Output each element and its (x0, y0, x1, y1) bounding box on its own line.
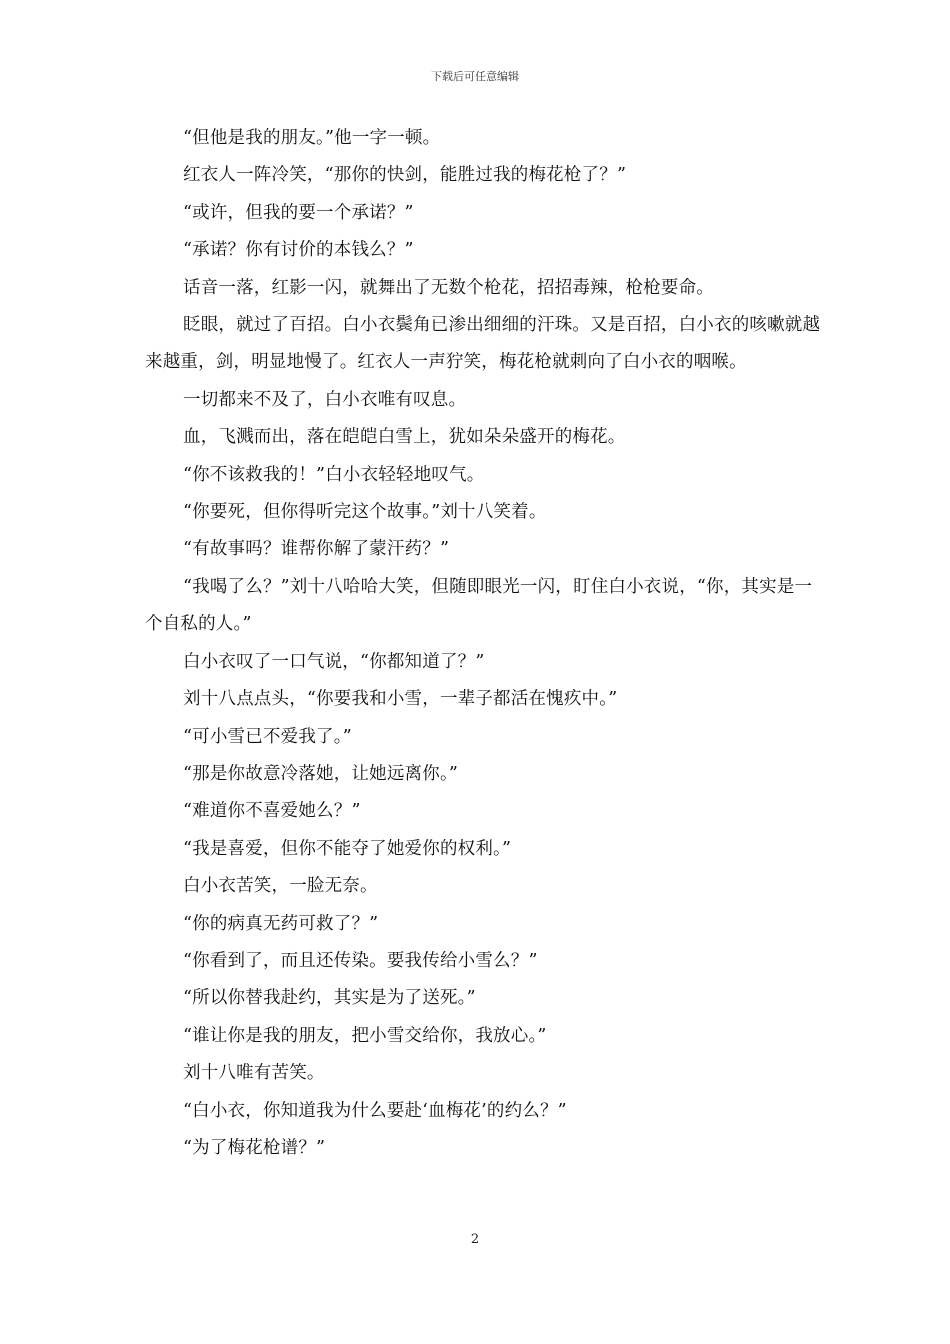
paragraph: “那是你故意冷落她，让她远离你。” (183, 763, 459, 784)
paragraph: 眨眼，就过了百招。白小衣鬓角已渗出细细的汗珠。又是百招，白小衣的咳嗽就越来越重，剑，明显地慢了。红衣人一声狞笑，梅花枪就刺向了白小衣的咽喉。 (145, 315, 821, 373)
body-text (145, 120, 825, 1167)
paragraph: “所以你替我赴约，其实是为了送死。” (183, 988, 476, 1009)
paragraph: “但他是我的朋友。”他一字一顿。 (183, 128, 441, 148)
paragraph: “我是喜爱，但你不能夺了她爱你的权利。” (183, 838, 512, 859)
paragraph: “为了梅花枪谱？” (183, 1137, 326, 1158)
paragraph: “难道你不喜爱她么？” (183, 801, 361, 822)
paragraph: 红衣人一阵冷笑，“那你的快剑，能胜过我的梅花枪了？” (183, 165, 627, 186)
paragraph: 白小衣苦笑，一脸无奈。 (183, 876, 378, 897)
paragraph: “或许，但我的要一个承诺？” (183, 202, 414, 223)
paragraph: “可小雪已不爱我了。” (183, 726, 352, 747)
paragraph: 刘十八唯有苦笑。 (183, 1063, 325, 1084)
paragraph: 白小衣叹了一口气说，“你都知道了？” (183, 651, 485, 672)
paragraph: 话音一落，红影一闪，就舞出了无数个枪花，招招毒辣，枪枪要命。 (183, 277, 714, 298)
paragraph: “白小衣，你知道我为什么要赴‘血梅花’的约么？” (183, 1100, 567, 1121)
paragraph: 刘十八点点头，“你要我和小雪，一辈子都活在愧疚中。” (183, 689, 618, 710)
page-header: 下载后可任意编辑 (431, 70, 519, 83)
paragraph: “你的病真无药可救了？” (183, 913, 379, 934)
paragraph: “你不该救我的！”白小衣轻轻地叹气。 (183, 464, 485, 485)
paragraph: “有故事吗？谁帮你解了蒙汗药？” (183, 539, 450, 560)
paragraph: “承诺？你有讨价的本钱么？” (183, 240, 414, 261)
paragraph: 一切都来不及了，白小衣唯有叹息。 (183, 389, 467, 410)
paragraph: “你看到了，而且还传染。要我传给小雪么？” (183, 950, 538, 971)
paragraph: “谁让你是我的朋友，把小雪交给你，我放心。” (183, 1025, 547, 1046)
paragraph: “你要死，但你得听完这个故事。”刘十八笑着。 (183, 502, 547, 523)
paragraph: “我喝了么？”刘十八哈哈大笑，但随即眼光一闪，盯住白小衣说，“你，其实是一个自私的人。” (145, 576, 813, 635)
page-number: 2 (470, 1232, 480, 1247)
paragraph: 血，飞溅而出，落在皑皑白雪上，犹如朵朵盛开的梅花。 (183, 427, 626, 448)
